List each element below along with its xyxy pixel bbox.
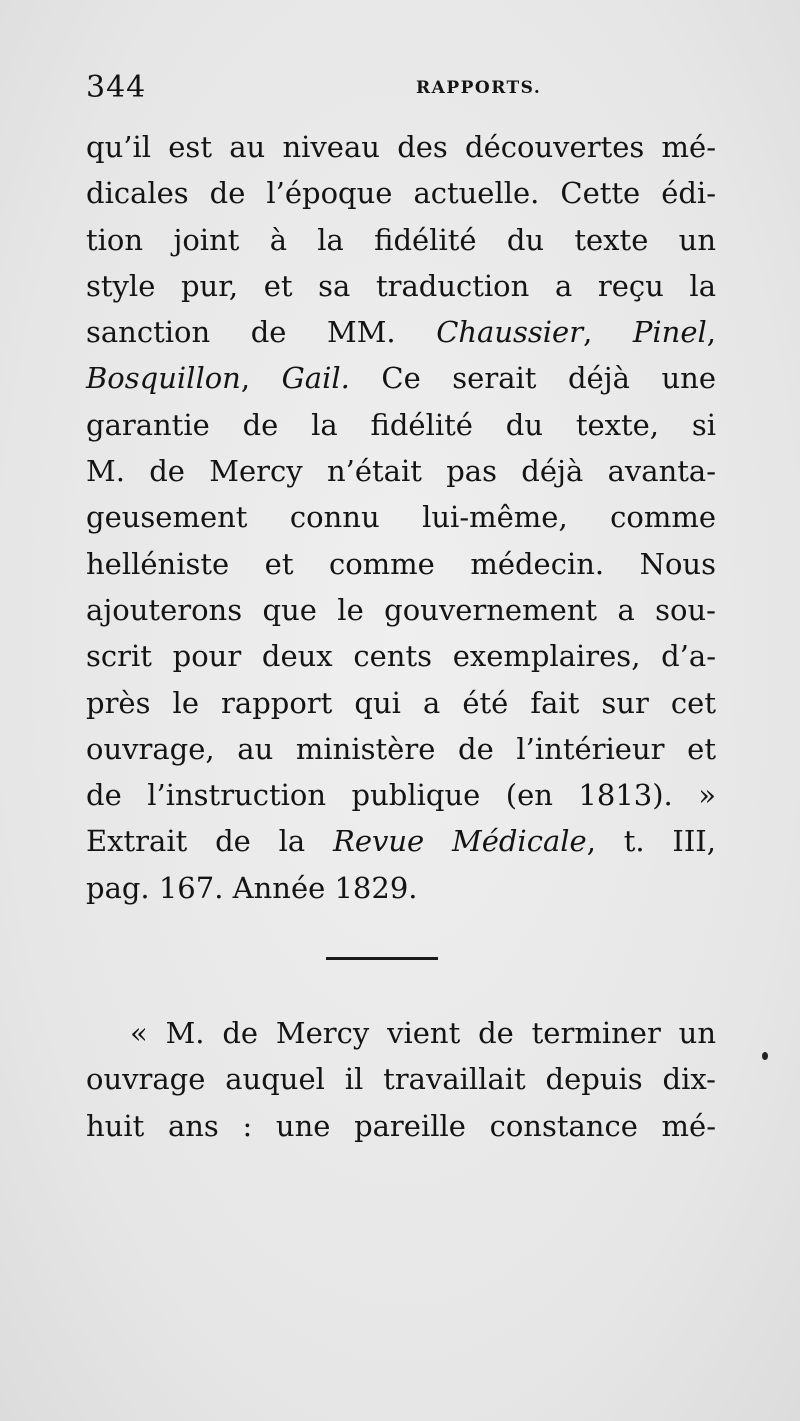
text-line: huit ans : une pareille constance mé- <box>86 1108 716 1143</box>
text-line: helléniste et comme médecin. Nous <box>86 546 716 581</box>
journal-title: Revue Médicale <box>332 824 587 859</box>
text-line: M. de Mercy n’était pas déjà avanta- <box>86 454 716 489</box>
text-line: ouvrage auquel il travaillait depuis dix- <box>86 1062 716 1097</box>
text-span: sanction de MM. <box>86 315 396 350</box>
text-line: geusement connu lui-même, comme <box>86 500 716 535</box>
section-divider <box>326 957 438 960</box>
text-line: ouvrage, au ministère de l’intérieur et <box>86 731 716 766</box>
text-span: , <box>706 315 716 350</box>
name-bosquillon: Bosquillon <box>86 361 241 396</box>
text-line <box>86 355 716 401</box>
name-gail: Gail. <box>281 361 350 396</box>
text-line <box>86 818 716 864</box>
text-line: dicales de l’époque actuelle. Cette édi- <box>86 176 716 211</box>
text-line: garantie de la fidélité du texte, si <box>86 407 716 442</box>
name-chaussier: Chaussier <box>436 315 584 350</box>
page-number: 344 <box>86 70 147 105</box>
ink-speck <box>762 1052 768 1060</box>
text-line: près le rapport qui a été fait sur cet <box>86 685 716 720</box>
text-span: Extrait de la <box>86 824 306 859</box>
main-paragraph <box>86 124 716 911</box>
text-span: , <box>240 361 251 396</box>
text-line: pag. 167. Année 1829. <box>86 870 418 905</box>
running-head: RAPPORTS. <box>416 78 542 98</box>
text-line: qu’il est au niveau des découvertes mé- <box>86 130 716 164</box>
text-span: , t. III, <box>586 824 716 859</box>
name-pinel: Pinel <box>632 315 707 350</box>
text-line: « M. de Mercy vient de terminer un <box>130 1016 716 1050</box>
page-header <box>86 66 726 110</box>
text-span: Ce serait déjà une <box>381 361 717 396</box>
text-line <box>86 309 716 355</box>
second-paragraph <box>86 1010 716 1149</box>
text-line: de l’instruction publique (en 1813). » <box>86 778 716 813</box>
text-line: style pur, et sa traduction a reçu la <box>86 268 716 303</box>
text-line: tion joint à la fidélité du texte un <box>86 222 716 257</box>
text-span: , <box>583 315 593 350</box>
text-line: scrit pour deux cents exemplaires, d’a- <box>86 639 716 674</box>
text-line: ajouterons que le gouvernement a sou- <box>86 592 716 627</box>
